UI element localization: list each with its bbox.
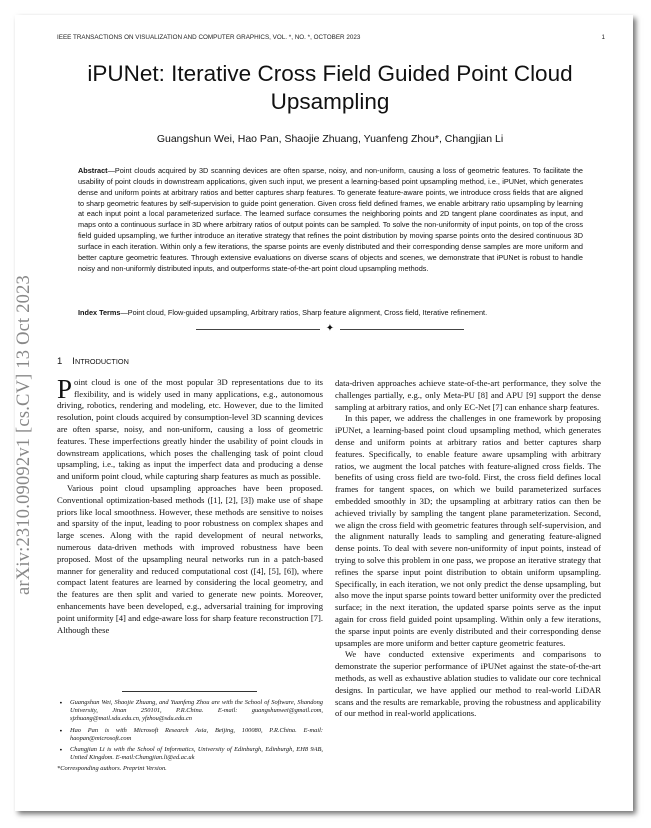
bullet-icon: •: [59, 746, 63, 755]
arxiv-stamp: arXiv:2310.09092v1 [cs.CV] 13 Oct 2023: [14, 274, 34, 595]
footnote-rule: [122, 691, 257, 692]
footnote-item: [59, 726, 323, 743]
divider-ornament-icon: ✦: [325, 323, 335, 334]
footnotes: [57, 699, 323, 774]
footnote-text: Hao Pan is with Microsoft Research Asia, Beijing, 100080, P.R.China. E-mail: haopan@microsoft.com: [70, 726, 323, 742]
running-header: [57, 34, 605, 41]
divider-line-left: [196, 329, 320, 330]
drop-cap: P: [57, 373, 73, 404]
abstract-label: Abstract: [78, 166, 108, 175]
bullet-icon: •: [59, 699, 63, 707]
journal-name: IEEE TRANSACTIONS ON VISUALIZATION AND COMPUTER GRAPHICS, VOL. *, NO. *, OCTOBER 2023: [57, 34, 361, 41]
page-number: 1: [601, 34, 605, 41]
left-column: [57, 356, 323, 636]
section-heading: [57, 356, 323, 368]
paper-title: iPUNet: Iterative Cross Field Guided Point Cloud Upsampling: [87, 61, 573, 114]
section-title-initial: I: [72, 356, 75, 367]
abstract: [78, 166, 583, 274]
intro-paragraph-5: We have conducted extensive experiments and comparisons to demonstrate the superior performance of iPUNet against the state-of-the-art methods, as well as exhaustive ablation studies to validate our core technical designs. In particular, we have applied our method to real-world LiDAR scans and the results are remarkable, proving the robustness and applicability of our method in real-world applications.: [335, 649, 601, 719]
author-list: Guangshun Wei, Hao Pan, Shaojie Zhuang, Yuanfeng Zhou*, Changjian Li: [156, 133, 504, 145]
abstract-text: —Point clouds acquired by 3D scanning devices are often sparse, noisy, and non-uniform, causing a loss of geometric features. To facilitate the usability of point clouds in downstream applications, given such input, we present a learning-based point upsampling method, i.e., iPUNet, which generates dense and uniform points at arbitrary ratios and better captures sharp features. To generate feature-aware points, we introduce cross fields that are aligned to sharp geometric features by self-supervision to guide point generation. Given cross field defined frames, we enable arbitrary ratio upsampling by learning at each input point a local parameterized surface. The learned surface consumes the neighboring points and 2D tangent plane coordinates as input, and maps onto a continuous surface in 3D where arbitrary ratios of output points can be sampled. To solve the non-uniformity of input points, on top of the cross field guided upsampling, we further introduce an iterative strategy that refines the point distribution by moving sparse points onto the desired continuous 3D surface in each iteration. Within only a few iterations, the sparse points are evenly distributed and their corresponding dense samples are more uniform and better capture geometric features. Through extensive evaluations on diverse scans of objects and scenes, we demonstrate that iPUNet is robust to handle noisy and non-uniformly distributed inputs, and outperforms state-of-the-art point cloud upsampling methods.: [78, 166, 583, 273]
index-terms-label: Index Terms: [78, 308, 121, 317]
section-divider: [196, 323, 464, 334]
intro-paragraph-1-text: oint cloud is one of the most popular 3D representations due to its flexibility, and is widely used in many applications, e.g., autonomous driving, robotics, rendering and modeling, etc. However, due to the limited resolution, point clouds acquired by consumption-level 3D scanning devices are often sparse, noisy, and non-uniform, causing a loss of geometric features. These imperfections greatly hinder the usability of point clouds in downstream applications, which poses the challenging task of point cloud upsampling, i.e., taking as input the imperfect data and producing a dense and uniform point cloud, while capturing sharp features as much as possible.: [57, 376, 323, 482]
bullet-icon: •: [59, 726, 63, 735]
intro-paragraph-1: [57, 373, 323, 483]
corresponding-author-note: *Corresponding authors. Preprint Version.: [57, 765, 167, 773]
section-title-rest: NTRODUCTION: [74, 357, 129, 366]
section-number: 1: [57, 356, 63, 367]
index-terms-text: —Point cloud, Flow-guided upsampling, Arbitrary ratios, Sharp feature alignment, Cross field, Iterative refinement.: [120, 308, 488, 317]
intro-paragraph-3: data-driven approaches achieve state-of-the-art performance, they solve the challenges partially, e.g., only Meta-PU [8] and APU [9] support the dense sampling at arbitrary ratios, and only EC-Net [7] can enhance sharp features.: [335, 378, 601, 412]
index-terms: [78, 308, 583, 317]
divider-line-right: [340, 329, 464, 330]
intro-paragraph-4: In this paper, we address the challenges in one framework by proposing iPUNet, a learning-based point cloud upsampling method, which generates dense and uniform points at arbitrary ratios and better captures sharp features. Specifically, to enable feature aware upsampling with arbitrary ratios, we augment the local patches with feature-aligned cross fields. The benefits of using cross field are two-fold. First, the cross field defines local frames for tangent spaces, on which we build parameterized surfaces embedded smoothly in 3D; the upsampling at arbitrary ratios can then be achieved trivially by sampling the tangent plane parameterization. Second, we align the cross field with geometric features through self-supervision, and the alignment naturally leads to sampling and generating feature-aligned dense points. To deal with severe non-uniformity of input points, instead of trying to solve this problem in one pass, we propose an iterative strategy that refines the sparse input point distribution to obtain uniform upsampling. Specifically, in each iteration, we not only predict the dense upsampling, but also move the input sparse points toward better uniformity over the predicted surface; in the next iteration, the updated sparse points serve as the input again for cross field guided point upsampling. Within only a few iterations, the sparse input points are evenly distributed and their corresponding dense upsamples are more uniform and better capture geometric features.: [335, 413, 601, 648]
intro-paragraph-2: Various point cloud upsampling approaches have been proposed. Conventional optimization-based methods ([1], [2], [3]) make use of shape priors like local smoothness. However, these methods are sensitive to noises and sparsity of the input, leading to poor robustness on complex shapes and large scenes. Along with the rapid development of neural networks, numerous data-driven methods with improved robustness have been proposed. Most of the upsampling neural networks run in a patch-based manner for generality and reduced computational cost ([4], [5], [6]), where compact latent features are learned by considering the local geometry, and the features are then split and varied to generate new points. Moreover, enhancements have been developed, e.g., adversarial training for improving point uniformity [4] and edge-aware loss for sharp feature reconstruction [7]. Although these: [57, 482, 323, 635]
footnote-item: [59, 699, 323, 724]
footnote-text: Changjian Li is with the School of Informatics, University of Edinburgh, Edinburgh, EH8 9AB, United Kingdom. E-mail:Changjian.li@ed.ac.uk: [70, 746, 323, 762]
footnote-text: Guangshun Wei, Shaojie Zhuang, and Yuanfeng Zhou are with the School of Software, Shandong University, Jinan 250101, P.R.China. E-mail: guangshunwei@gmail.com, sjzhuang@mail.sdu.edu.cn, yfzhou@sdu.edu.cn: [70, 699, 323, 723]
right-column: [335, 378, 601, 720]
footnote-item: [59, 746, 323, 762]
